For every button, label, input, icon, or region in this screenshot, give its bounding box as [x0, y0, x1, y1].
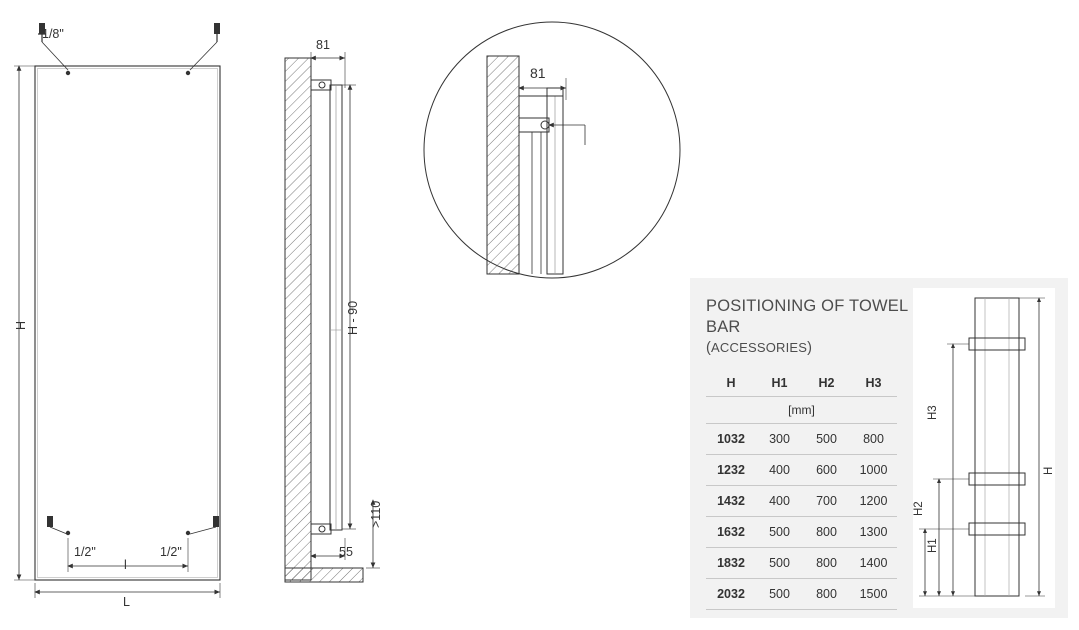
table-cell-h: 1032	[706, 424, 756, 455]
panel-title: POSITIONING OF TOWEL BAR	[706, 297, 908, 336]
panel-subtitle-text: ACCESSORIES	[711, 340, 808, 355]
towel-bar-figure-svg	[913, 288, 1055, 608]
label-top-left-clearance: 1/8"	[42, 27, 64, 41]
label-detail-81: 81	[530, 65, 546, 81]
label-height-H: H	[14, 320, 28, 330]
table-header-row	[706, 370, 897, 397]
label-outer-width: L	[123, 595, 130, 609]
table-cell-h: 1432	[706, 486, 756, 517]
table-cell-h: 1232	[706, 455, 756, 486]
table-row	[706, 486, 897, 517]
table-header-h3: H3	[850, 370, 897, 397]
table-cell-h2: 500	[803, 424, 850, 455]
table-unit-cell: [mm]	[706, 397, 897, 424]
table-cell-h: 1632	[706, 517, 756, 548]
panel-subtitle	[706, 340, 812, 356]
table-cell-h2: 800	[803, 579, 850, 610]
towel-bar-figure	[913, 288, 1055, 608]
table-cell-h2: 800	[803, 517, 850, 548]
table-cell-h1: 500	[756, 579, 803, 610]
table-cell-h: 2032	[706, 579, 756, 610]
table-row	[706, 455, 897, 486]
positioning-table	[706, 370, 897, 610]
table-cell-h2: 800	[803, 548, 850, 579]
figure-label-h3: H3	[927, 405, 939, 420]
table-header-h2: H2	[803, 370, 850, 397]
table-header-h: H	[706, 370, 756, 397]
panel-subtitle-open-paren: (	[706, 340, 712, 356]
table-unit-row	[706, 397, 897, 424]
table-cell-h1: 500	[756, 517, 803, 548]
panel-subtitle-close-paren: )	[807, 340, 813, 356]
table-row	[706, 517, 897, 548]
table-cell-h1: 400	[756, 455, 803, 486]
table-cell-h3: 800	[850, 424, 897, 455]
label-inner-width: l	[124, 558, 127, 572]
table-row	[706, 424, 897, 455]
label-depth-55: 55	[339, 545, 353, 559]
table-cell-h3: 1500	[850, 579, 897, 610]
figure-label-h: H	[1043, 466, 1055, 475]
table-cell-h3: 1200	[850, 486, 897, 517]
table-cell-h3: 1300	[850, 517, 897, 548]
label-side-top-81: 81	[316, 38, 330, 52]
table-cell-h1: 300	[756, 424, 803, 455]
figure-label-h1: H1	[927, 538, 939, 553]
label-bottom-right-clearance: 1/2"	[160, 545, 182, 559]
table-cell-h3: 1400	[850, 548, 897, 579]
label-bottom-left-clearance: 1/2"	[74, 545, 96, 559]
table-cell-h1: 400	[756, 486, 803, 517]
table-cell-h3: 1000	[850, 455, 897, 486]
table-row	[706, 548, 897, 579]
label-side-height: H - 90	[346, 300, 360, 335]
label-floor-gap: >110	[369, 500, 383, 528]
table-cell-h2: 600	[803, 455, 850, 486]
table-row	[706, 579, 897, 610]
table-cell-h: 1832	[706, 548, 756, 579]
table-cell-h2: 700	[803, 486, 850, 517]
table-cell-h1: 500	[756, 548, 803, 579]
table-header-h1: H1	[756, 370, 803, 397]
figure-label-h2: H2	[913, 501, 925, 516]
